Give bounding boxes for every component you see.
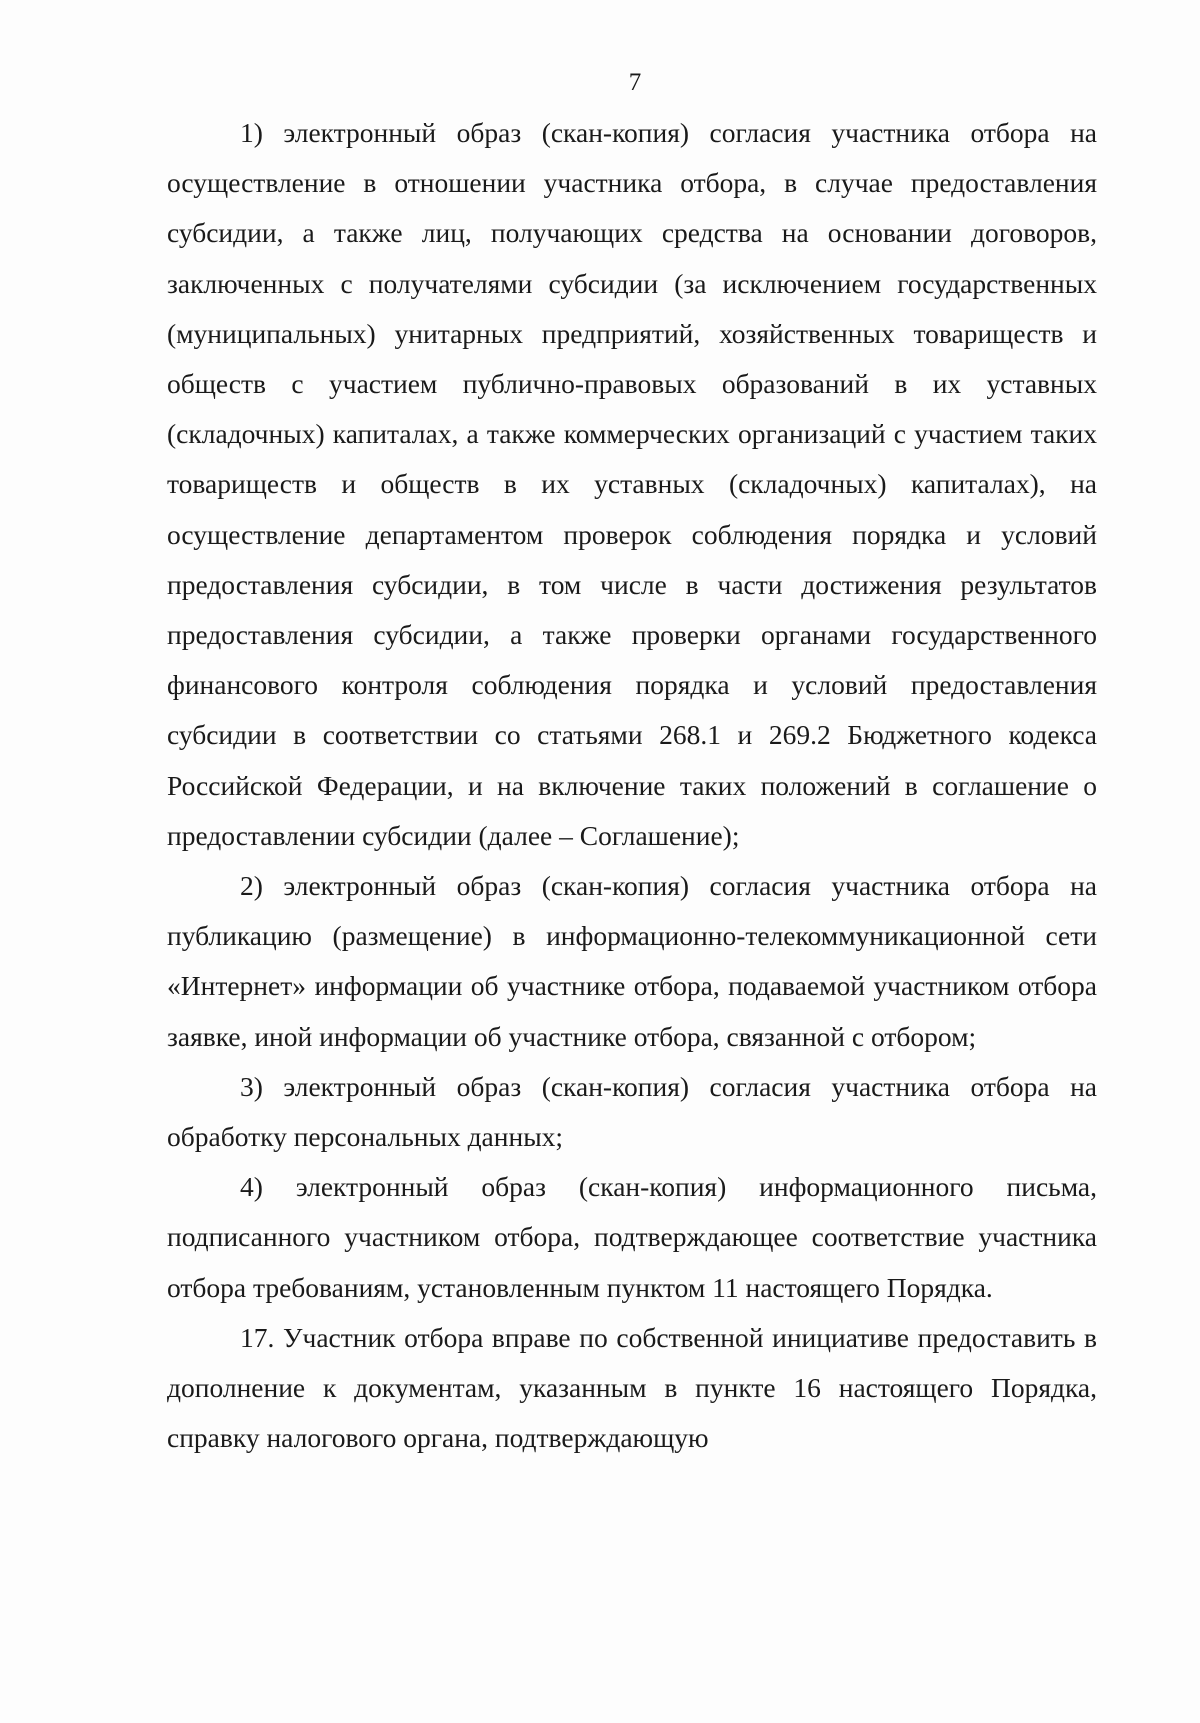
paragraph-item-4: 4) электронный образ (скан-копия) информационного письма, подписанного участником отбора, подтверждающее соответствие участника отбора требованиям, установленным пунктом 11 настоящего Порядка. <box>167 1171 1097 1303</box>
paragraph-item-2: 2) электронный образ (скан-копия) согласия участника отбора на публикацию (размещение) в информационно-телекоммуникационной сети «Интернет» информации об участнике отбора, подаваемой участником отбора заявке, иной информации об участнике отбора, связанной с отбором; <box>167 870 1097 1052</box>
paragraph-item-3: 3) электронный образ (скан-копия) согласия участника отбора на обработку персональных данных; <box>167 1070 1097 1153</box>
paragraph-section-17: 17. Участник отбора вправе по собственной инициативе предоставить в дополнение к документам, указанным в пункте 16 настоящего Порядка, справку налогового органа, подтверждающую <box>167 1321 1097 1454</box>
paragraph-item-1: 1) электронный образ (скан-копия) согласия участника отбора на осуществление в отношении участника отбора, в случае предоставления субсидии, а также лиц, получающих средства на основании договоров, заключенных с получателями субсидии (за исключением государственных (муниципальных) унитарных предприятий, хозяйственных товариществ и обществ с участием публично-правовых образований в их уставных (складочных) капиталах, а также коммерческих организаций с участием таких товариществ и обществ в их уставных (складочных) капиталах), на осуществление департаментом проверок соблюдения порядка и условий предоставления субсидии, в том числе в части достижения результатов предоставления субсидии, а также проверки органами государственного финансового контроля соблюдения порядка и условий предоставления субсидии в соответствии со статьями 268.1 и 269.2 Бюджетного кодекса Российской Федерации, и на включение таких положений в соглашение о предоставлении субсидии (далее – Соглашение); <box>167 117 1097 851</box>
page-number: 7 <box>628 69 642 96</box>
document-body <box>167 108 1097 1463</box>
